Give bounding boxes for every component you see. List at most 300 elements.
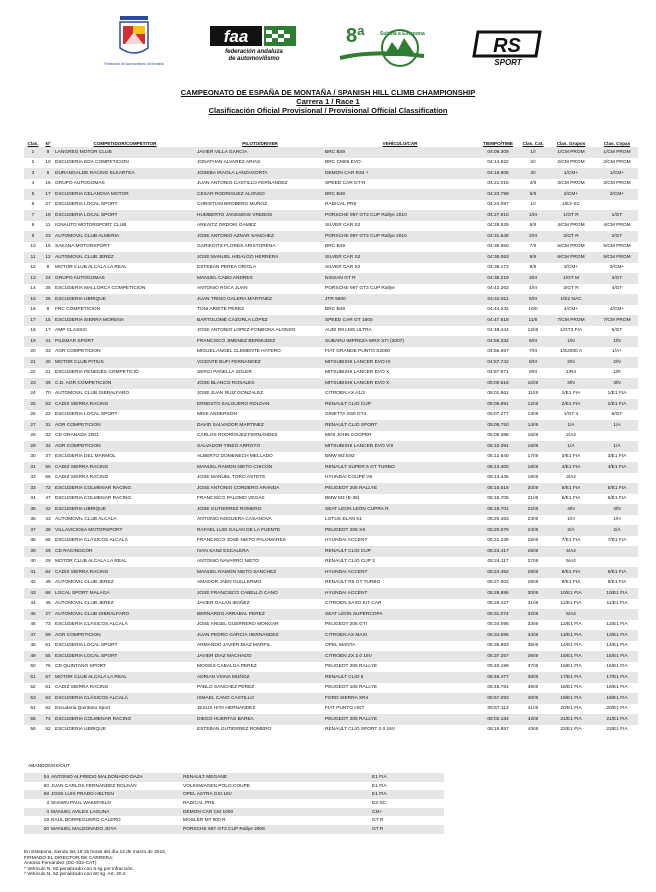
table-row <box>24 252 638 263</box>
cell-cat: 18/III <box>520 462 546 473</box>
cell-competitor: MOTOR CLUB ALCALA LA REAL <box>55 265 127 271</box>
logos-bar <box>0 14 656 74</box>
cell-vehicle: PEUGEOT 205 GTI <box>325 622 368 628</box>
cell-clas: 14 <box>30 286 36 292</box>
cell-clas: 40 <box>30 559 36 565</box>
cell-groups: 1/GT R <box>546 210 596 221</box>
cell-vehicle: BMW M3 E92 <box>325 454 355 460</box>
cell-num: 4 <box>24 808 50 817</box>
cell-clas: 34 <box>30 496 36 502</box>
cell-cat: 10/II <box>528 307 538 313</box>
cell-cat: 41/III <box>527 706 539 712</box>
cell-num: 40 <box>42 357 54 368</box>
cell-driver: JAVIER GALAN IBAÑEZ <box>197 601 250 607</box>
cell-cups: 2/E1 FIA <box>596 399 638 410</box>
footer-line-1: En Estepona, siendo las 19:15 horas del día 12 de marzo de 2016, <box>24 850 167 855</box>
cell-clas: 36 <box>30 517 36 523</box>
cell-cups: 2/N <box>596 357 638 368</box>
cell-num: 57 <box>42 672 54 683</box>
cell-num: 27 <box>45 202 51 208</box>
cell-clas: 31 <box>24 462 42 473</box>
cell-cat: 5/II <box>520 189 546 200</box>
cell-vehicle: NISSAN GT R <box>324 273 476 284</box>
cell-clas: 54 <box>30 706 36 712</box>
cell-vehicle: FORD SIERRA XR4 <box>324 693 476 704</box>
table-row <box>24 588 638 599</box>
table-row <box>24 200 638 211</box>
cell-num: 64 <box>42 567 54 578</box>
abandons-body <box>24 773 444 834</box>
cell-groups: 5/A2 <box>566 559 576 565</box>
cell-num: 31 <box>42 420 54 431</box>
cell-groups: 2/CM+ <box>546 189 596 200</box>
cell-clas: 45 <box>24 609 42 620</box>
cell-vehicle: PORSCHE 997 GT3 CUP Rallye <box>325 286 395 292</box>
cell-driver: MANUEL CABO ANDRES <box>196 273 324 284</box>
table-row <box>24 242 638 253</box>
cell-cat: 4/III <box>529 286 537 292</box>
cell-num: 29 <box>45 559 51 565</box>
cell-vehicle: GINETTA G50 GT4 <box>325 412 367 418</box>
cell-groups: 3/GT R <box>563 286 579 292</box>
cell-competitor: C.D. AGR COMPETICION <box>54 378 196 389</box>
cell-num: 74 <box>42 714 54 725</box>
cell-competitor: ESCUDERIA LOCAL SPORT <box>55 412 118 418</box>
cell-driver: SALVADOR TINEO ARROYO <box>196 441 324 452</box>
cell-cat: 29/III <box>527 580 539 586</box>
rs-text: RS <box>493 35 521 57</box>
cell-num: 23 <box>42 231 54 242</box>
cell-competitor: ESCUDERIA EDA COMPETICION <box>55 160 129 166</box>
cell-driver: ESTEBAN PEREA ORIOLA <box>197 265 257 271</box>
cell-groups: 3/N <box>546 378 596 389</box>
cell-num: 54 <box>24 773 50 782</box>
cell-time: 05:34.695 <box>476 630 520 641</box>
cell-groups: 2/N <box>546 357 596 368</box>
cell-time: 04:23.798 <box>476 189 520 200</box>
cell-class: E1 FIA <box>372 783 387 789</box>
cell-groups: 1/A <box>546 420 596 431</box>
cell-clas: 19 <box>24 336 42 347</box>
cell-time: 05:21.239 <box>487 538 509 544</box>
cell-driver: MANUEL AVILES LAGUNA <box>50 808 182 817</box>
cell-clas: 39 <box>24 546 42 557</box>
cell-cat: 2/I <box>530 160 536 166</box>
cell-cat: 7/III <box>529 349 537 355</box>
cell-driver: JOSE ANTONIO AZNAR SANCHEZ <box>196 231 324 242</box>
cell-vehicle: SPEED CAR GT 1000 <box>324 315 476 326</box>
cell-vehicle: MITSUBISHI LANCER EVO VIII <box>324 441 476 452</box>
cell-competitor: SAKANA MOTORSPORT <box>55 244 110 250</box>
cell-driver: DAVID SALVADOR MARTINEZ <box>196 420 324 431</box>
cell-time: 05:20.579 <box>476 525 520 536</box>
cell-num: 17 <box>42 189 54 200</box>
cell-groups: 1/E2 NAC <box>546 294 596 305</box>
cell-time: 05:10.391 <box>476 441 520 452</box>
cell-cups: 3/GT <box>596 273 638 284</box>
table-row <box>24 210 638 221</box>
cell-cat: 33/III <box>527 622 539 628</box>
cell-time: 06:02.184 <box>476 714 520 725</box>
cell-driver: JUAN ANTONIO CASTILLO FERNANDEZ <box>197 181 288 187</box>
table-row <box>24 389 638 400</box>
cell-cat: 7/II <box>529 244 537 250</box>
cell-vehicle: SILVER CAR S2 <box>325 223 361 229</box>
cell-time: 04:48.444 <box>487 328 509 334</box>
cell-competitor: AUTOMOVIL CLUB ALMERIA <box>54 231 196 242</box>
table-row <box>24 368 638 379</box>
cell-groups: 1/E2-SC <box>561 202 581 208</box>
col-competitor: COMPETIDOR/COMPETITOR <box>93 141 157 146</box>
cell-competitor: AUTOMOVIL CLUB GIBRALFARO <box>55 391 130 397</box>
cell-num: 8 <box>46 265 50 271</box>
cell-num: 52 <box>45 727 51 733</box>
cell-driver: MANUEL MALDONADO JOYA <box>50 825 182 834</box>
cell-time: 05:12.640 <box>487 454 509 460</box>
cell-cups: 2/GT <box>596 231 638 242</box>
cell-num: 26 <box>42 294 54 305</box>
cell-vehicle: SEAT LEON SUPERCOPA <box>324 609 476 620</box>
cell-cups <box>596 546 638 557</box>
cell-driver: JOSEBA IRAOLA LANZAGORTA <box>196 168 324 179</box>
cell-vehicle: HYUNDAI ACCENT <box>324 567 476 578</box>
cell-time: 04:57.971 <box>487 370 509 376</box>
cell-groups: 7/CM PROM <box>546 315 596 326</box>
cell-clas: 33 <box>24 483 42 494</box>
cell-vehicle: RENAULT CLIO 5 <box>324 672 476 683</box>
cell-time: 05:34.095 <box>487 622 509 628</box>
cell-num: 50 <box>42 462 54 473</box>
subida-text: Subida a Estepona <box>380 31 425 37</box>
cell-cat: 1/III <box>520 210 546 221</box>
cell-vehicle: PORSCHE 997 GT3 CUP Rallye 2010 <box>324 210 476 221</box>
cell-time: 04:27.910 <box>476 210 520 221</box>
cell-clas: 3 <box>24 168 42 179</box>
cell-cups: 1/CM+ <box>596 168 638 179</box>
cell-groups: 1/R4 <box>565 370 577 376</box>
cell-clas: 5 <box>24 189 42 200</box>
cell-cat: 30/III <box>520 588 546 599</box>
table-row <box>24 326 638 337</box>
cell-competitor: AGR COMPETICION <box>54 420 196 431</box>
cell-groups: 4/CM PROM <box>557 223 585 229</box>
cell-num: 5 <box>42 168 54 179</box>
cell-cat: 8/III <box>520 357 546 368</box>
cell-competitor: ESCUDERIA LOCAL SPORT <box>54 210 196 221</box>
cell-num: 55 <box>42 651 54 662</box>
cell-clas: 9 <box>24 231 42 242</box>
cell-vehicle: CITROEN SAXO KIT CAR <box>325 601 382 607</box>
cell-vehicle: MITSUBISHI LANCER EVO X <box>324 378 476 389</box>
cell-vehicle: RADICAL PR6 <box>183 800 215 806</box>
cell-cups: 3/CM+ <box>609 265 625 271</box>
cell-time: 05:06.691 <box>476 399 520 410</box>
cell-competitor: CADIZ SIERRA RACING <box>55 475 109 481</box>
cell-driver: VICENTE BUFI FERNANDEZ <box>196 357 324 368</box>
cell-competitor: ESCUDERIA CLÁSICOS ALCALÁ <box>55 622 128 628</box>
cell-cat: 4/II <box>529 181 537 187</box>
cell-num: 47 <box>45 496 51 502</box>
table-row <box>24 525 638 536</box>
cell-cups: 1/A <box>596 441 638 452</box>
cell-time: 05:57.093 <box>476 693 520 704</box>
cell-competitor: PILEMAR SPORT <box>54 336 196 347</box>
cell-driver: ANTONIO NAVARRO NIETO <box>197 559 260 565</box>
cell-cups: 2/CM+ <box>596 189 638 200</box>
cell-competitor: MOTOR CLUB ALCALA LA REAL <box>55 559 127 565</box>
cell-competitor: AGR COMPETICION <box>55 349 101 355</box>
cell-cat: 26/III <box>520 546 546 557</box>
cell-vehicle: HYUNDAI COUPÉ V6 <box>325 475 373 481</box>
cell-num: 68 <box>24 790 50 799</box>
cell-driver: ALBERTO DOMENECH MELLADO <box>197 454 273 460</box>
cell-competitor: CADIZ SIERRA RACING <box>55 685 109 691</box>
cell-cups: 1/N <box>596 336 638 347</box>
cell-cups: 6/E1 FIA <box>607 496 627 502</box>
table-row <box>24 609 638 620</box>
cell-vehicle: CITROEN ZX 2.0 16V <box>324 651 476 662</box>
cell-num: 16 <box>45 181 51 187</box>
table-row <box>24 168 638 179</box>
cell-clas: 12 <box>30 265 36 271</box>
footer-line-5: * Vehículo N. 52 penalizado con 60 sg. Art. 20.2 <box>24 872 126 878</box>
cell-clas: 6 <box>31 202 35 208</box>
cell-num: 29 <box>42 546 54 557</box>
cell-groups: 1/GT3 FIA <box>559 328 583 334</box>
cell-cups: 5/E1 FIA <box>596 483 638 494</box>
cell-time: 04:42.263 <box>487 286 509 292</box>
cell-time: 05:40.198 <box>487 664 509 670</box>
cell-cat: 11/III <box>527 391 539 397</box>
cell-clas: 47 <box>24 630 42 641</box>
footer-line-2: FIRMADO EL DIRECTOR DE CARRERA: <box>24 855 114 861</box>
cell-time: 04:36.063 <box>476 252 520 263</box>
cell-groups: 2/GT R <box>546 231 596 242</box>
cell-cat: 16/III <box>520 441 546 452</box>
cell-competitor: ESCUDERIA UBRIQUE <box>55 727 106 733</box>
cell-vehicle: SEAT LEON LEÓN CUPRA R <box>324 504 476 515</box>
cell-groups: 15/E1 FIA <box>546 651 596 662</box>
cell-driver: PABLO SANCHEZ PEREZ <box>197 685 255 691</box>
cell-driver: CESAR RODRIGUEZ ALONSO <box>196 189 324 200</box>
cell-cups: 9/E1 FIA <box>607 580 627 586</box>
cell-competitor: ESCUDERIA COLMENAR RACING <box>55 496 132 502</box>
table-row <box>24 431 638 442</box>
table-row <box>24 221 638 232</box>
cell-cups: 15/E1 FIA <box>596 651 638 662</box>
cell-clas: 35 <box>24 504 42 515</box>
cell-time: 05:18.701 <box>476 504 520 515</box>
table-row <box>24 231 638 242</box>
cell-cups: 13/E1 FIA <box>596 630 638 641</box>
cell-groups: 1/A <box>546 441 596 452</box>
col-groups: Clas. Grupos <box>556 141 586 146</box>
cell-cat: 28/III <box>520 567 546 578</box>
cell-clas: 53 <box>24 693 42 704</box>
cell-num: 62 <box>45 706 51 712</box>
cell-time: 05:01.861 <box>487 391 509 397</box>
cell-vehicle: OPEL ASTRA GSI 16V <box>182 790 332 799</box>
cell-vehicle: BMW M3 (E-36) <box>325 496 360 502</box>
cell-time: 04:21.016 <box>487 181 509 187</box>
cell-cat: 2/III <box>520 231 546 242</box>
cell-competitor: CADIZ SIERRA RACING <box>54 462 196 473</box>
table-row <box>24 336 638 347</box>
cell-class: E1 FIA <box>332 790 444 799</box>
faa-logo <box>208 24 300 62</box>
cell-vehicle: BRC CM05 EVO <box>325 160 361 166</box>
col-driver: PILOTO/DRIVER <box>242 141 278 146</box>
cell-num: 6 <box>46 307 50 313</box>
cell-driver: HUMBERTO JANSSENS VREBOS <box>196 210 324 221</box>
cell-groups: 21/E1 FIA <box>546 714 596 725</box>
cell-groups: 12/E1 FIA <box>560 622 582 628</box>
table-row <box>24 462 638 473</box>
cell-num: 45 <box>45 601 51 607</box>
table-row <box>24 641 638 652</box>
table-row <box>24 725 638 736</box>
cell-competitor: ESCUDERIA LOCAL SPORT <box>55 202 118 208</box>
cell-time: 04:28.529 <box>487 223 509 229</box>
cell-competitor: AMP CLASSIC <box>55 328 88 334</box>
cell-driver: MANUEL RAMON NIETO CHICON <box>196 462 324 473</box>
cell-driver: JESUS HITA HERNANDEZ <box>197 706 256 712</box>
cell-cups: 3/E1 FIA <box>607 454 627 460</box>
cell-cat: 19/III <box>527 475 539 481</box>
cell-driver: JAVIER VILLA GARCIA <box>196 147 324 158</box>
cell-class: CM+ <box>332 808 444 817</box>
cell-time: 05:57.113 <box>487 706 509 712</box>
cell-cups: 4/CM PROM <box>603 223 631 229</box>
abandon-row <box>24 790 444 799</box>
table-row <box>24 452 638 463</box>
cell-num: 60 <box>43 783 49 789</box>
fam-shield-logo <box>104 14 164 74</box>
table-row <box>24 357 638 368</box>
cell-competitor: AUTOMOVIL CLUB GIBRALFARO <box>54 609 196 620</box>
cell-cups: 6/CM PROM <box>596 252 638 263</box>
cell-groups: 4/CM+ <box>563 307 579 313</box>
table-row <box>24 714 638 725</box>
cell-vehicle: OPEL MANTA <box>325 643 356 649</box>
cell-driver: JOSE MANUEL TORO ASTETE <box>197 475 266 481</box>
cell-cups: 1/E1 FIA <box>607 391 627 397</box>
cell-clas: 32 <box>30 475 36 481</box>
abandons-table <box>24 773 444 834</box>
col-cat: Clas. Cat. <box>522 141 544 146</box>
cell-num: 69 <box>42 630 54 641</box>
abandons-title: ABANDONOS/OUT <box>28 764 71 769</box>
cell-time: 05:24.117 <box>487 559 509 565</box>
cell-vehicle: RENAULT CLIO CUP <box>324 399 476 410</box>
faa-text: faa <box>223 27 249 46</box>
cell-vehicle: JTR 5600 <box>324 294 476 305</box>
cell-groups: 16/E1 FIA <box>560 664 582 670</box>
cell-competitor: CD GRANADA 2001 <box>55 433 99 439</box>
cell-driver: JOSE FRANCISCO CABELLO CANO <box>196 588 324 599</box>
cell-num: 41 <box>42 336 54 347</box>
cell-driver: MIKE ANDERSON <box>197 412 237 418</box>
cell-time: 04:09.309 <box>476 147 520 158</box>
cell-cat: 25/III <box>527 538 539 544</box>
cell-cups: 1/A+ <box>611 349 622 355</box>
cell-driver: JOSE BLANCO ROSALES <box>196 378 324 389</box>
cell-cups: 7/E1 FIA <box>607 538 627 544</box>
cell-driver: JOSE JUAN RUIZ GONZALEZ <box>197 391 264 397</box>
cell-driver: BERNARDO ARRABAL PEREZ <box>196 609 324 620</box>
cell-clas: 18 <box>30 328 36 334</box>
cell-cat: 39/III <box>527 685 539 691</box>
cell-clas: 8 <box>31 223 35 229</box>
championship-title: CAMPEONATO DE ESPAÑA DE MONTAÑA / SPANISH HILL CLIMB CHAMPIONSHIP <box>180 88 476 97</box>
cell-cups: 2/CM PROM <box>603 160 631 166</box>
cell-clas: 10 <box>30 244 36 250</box>
cell-driver: ARKAITZ ORDOKI GAMEZ <box>197 223 256 229</box>
cell-cups: 14/E1 FIA <box>606 643 628 649</box>
cell-num: 15 <box>45 244 51 250</box>
cell-vehicle: HYUNDAI ACCENT <box>325 538 368 544</box>
cell-groups: 1/GT M <box>546 273 596 284</box>
cell-cat: 15/III <box>527 433 539 439</box>
cell-cat: 3/III <box>520 273 546 284</box>
cell-cups: 18/E1 FIA <box>606 685 628 691</box>
cell-num: 11 <box>45 223 51 229</box>
cell-cups: 1/GT <box>596 210 638 221</box>
cell-cat: 20/III <box>520 483 546 494</box>
cell-cat: 40/III <box>520 693 546 704</box>
cell-competitor: ESCUDERIA UBRIQUE <box>54 504 196 515</box>
cell-time: 05:08.750 <box>476 420 520 431</box>
cell-clas: 23 <box>24 378 42 389</box>
cell-num: 22 <box>45 412 51 418</box>
table-row <box>24 284 638 295</box>
cell-groups: 19/E1 FIA <box>546 693 596 704</box>
cell-groups: 10/E1 FIA <box>546 588 596 599</box>
cell-vehicle: CITROEN AX A1/2 <box>325 391 365 397</box>
cell-competitor: CADIZ SIERRA RACING <box>54 567 196 578</box>
table-row <box>24 315 638 326</box>
cell-cups: 21/E1 FIA <box>596 714 638 725</box>
abandon-row <box>24 773 444 782</box>
table-row <box>24 158 638 169</box>
cell-vehicle: SPEED CAR GT-R <box>325 181 366 187</box>
table-row <box>24 546 638 557</box>
cell-num: 75 <box>45 664 51 670</box>
cell-num: 37 <box>45 454 51 460</box>
cell-time: 05:23.417 <box>476 546 520 557</box>
cell-groups: 20/E1 FIA <box>560 706 582 712</box>
rs-sub-text: SPORT <box>494 58 522 67</box>
cell-clas: 52 <box>30 685 36 691</box>
cell-competitor: ESCUDERIA UBRIQUE <box>54 294 196 305</box>
cell-cat: 11/II <box>520 315 546 326</box>
cell-vehicle: DEMON CAR R34 + <box>324 168 476 179</box>
cell-cat: 1/I <box>530 202 536 208</box>
cell-driver: AMADOR JAÉN GUILLERMO <box>197 580 262 586</box>
cell-clas: 13 <box>24 273 42 284</box>
cell-cups <box>596 200 638 211</box>
cell-clas: 42 <box>30 580 36 586</box>
table-row <box>24 578 638 589</box>
cell-cups <box>596 431 638 442</box>
results-table <box>24 130 638 735</box>
table-row <box>24 179 638 190</box>
cell-time: 05:29.427 <box>487 601 509 607</box>
cell-driver: BARTOLOMÉ CAZORLA LÓPEZ <box>196 315 324 326</box>
cell-cups: 1/A <box>596 420 638 431</box>
cell-cups: 6/GT <box>611 412 623 418</box>
cell-time: 05:16.706 <box>487 496 509 502</box>
